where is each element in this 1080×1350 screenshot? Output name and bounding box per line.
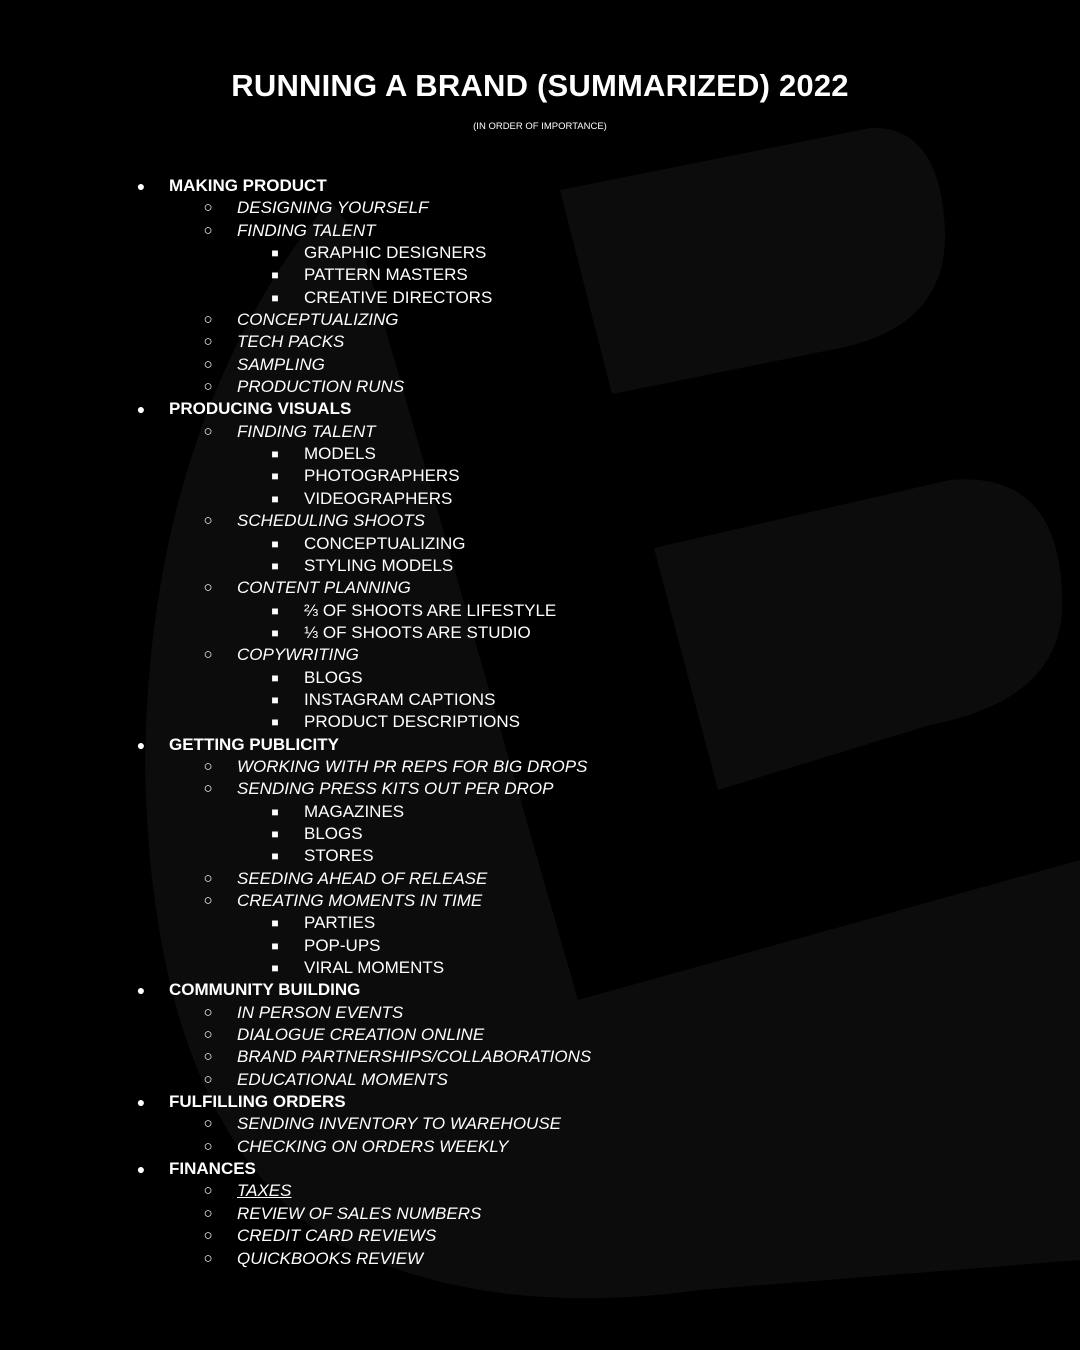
filled-circle-bullet-icon: ● bbox=[136, 1094, 146, 1111]
list-item-level-2 bbox=[0, 868, 1080, 890]
list-item-level-2 bbox=[0, 1136, 1080, 1158]
list-item-level-1 bbox=[0, 979, 1080, 1001]
list-item-level-3 bbox=[0, 488, 1080, 510]
list-item-text: STYLING MODELS bbox=[304, 555, 454, 575]
list-item-text: QUICKBOOKS REVIEW bbox=[237, 1248, 424, 1268]
hollow-circle-bullet-icon: ○ bbox=[203, 1204, 213, 1222]
filled-circle-bullet-icon: ● bbox=[136, 1161, 146, 1178]
list-item-text: ⅔ OF SHOOTS ARE LIFESTYLE bbox=[304, 600, 557, 620]
hollow-circle-bullet-icon: ○ bbox=[203, 869, 213, 887]
hollow-circle-bullet-icon: ○ bbox=[203, 892, 213, 909]
list-item-text: SEEDING AHEAD OF RELEASE bbox=[237, 868, 488, 888]
hollow-circle-bullet-icon: ○ bbox=[203, 1115, 213, 1133]
list-item-level-3 bbox=[0, 465, 1080, 487]
list-item-text: VIRAL MOMENTS bbox=[304, 958, 445, 978]
hollow-circle-bullet-icon: ○ bbox=[203, 1249, 213, 1267]
square-bullet-icon: ■ bbox=[271, 826, 279, 841]
list-item-text: ⅓ OF SHOOTS ARE STUDIO bbox=[304, 622, 531, 642]
list-item-level-1 bbox=[0, 398, 1080, 420]
hollow-circle-bullet-icon: ○ bbox=[203, 333, 213, 351]
square-bullet-icon: ■ bbox=[271, 938, 279, 953]
outline-list bbox=[0, 175, 1080, 1270]
list-item-level-3 bbox=[0, 711, 1080, 733]
page-title: RUNNING A BRAND (SUMMARIZED) 2022 bbox=[231, 68, 849, 103]
list-item-text: MAGAZINES bbox=[304, 801, 405, 821]
list-item-text: PHOTOGRAPHERS bbox=[304, 466, 460, 486]
hollow-circle-bullet-icon: ○ bbox=[203, 1227, 213, 1245]
list-item-text: GRAPHIC DESIGNERS bbox=[304, 243, 487, 263]
list-item-text: COMMUNITY BUILDING bbox=[169, 980, 361, 1000]
list-item-text: CONCEPTUALIZING bbox=[304, 533, 466, 553]
list-item-text: FULFILLING ORDERS bbox=[169, 1092, 346, 1112]
hollow-circle-bullet-icon: ○ bbox=[203, 1026, 213, 1044]
list-item-level-2 bbox=[0, 577, 1080, 599]
list-item-level-1 bbox=[0, 1158, 1080, 1180]
list-item-level-3 bbox=[0, 287, 1080, 309]
list-item-text: BLOGS bbox=[304, 667, 363, 687]
list-item-text: CONCEPTUALIZING bbox=[237, 310, 399, 330]
square-bullet-icon: ■ bbox=[271, 268, 279, 283]
list-item-text: SAMPLING bbox=[237, 354, 325, 374]
square-bullet-icon: ■ bbox=[271, 603, 279, 618]
list-item-text: WORKING WITH PR REPS FOR BIG DROPS bbox=[237, 756, 588, 776]
list-item-text: PRODUCING VISUALS bbox=[169, 399, 352, 419]
square-bullet-icon: ■ bbox=[271, 558, 279, 573]
list-item-level-3 bbox=[0, 242, 1080, 264]
list-item-text: SENDING PRESS KITS OUT PER DROP bbox=[237, 779, 554, 799]
list-item-text: FINDING TALENT bbox=[237, 421, 376, 441]
square-bullet-icon: ■ bbox=[271, 804, 279, 819]
list-item-text: INSTAGRAM CAPTIONS bbox=[304, 689, 496, 709]
list-item-text: GETTING PUBLICITY bbox=[169, 734, 339, 754]
hollow-circle-bullet-icon: ○ bbox=[203, 1137, 213, 1155]
square-bullet-icon: ■ bbox=[271, 625, 279, 640]
page-subtitle: (IN ORDER OF IMPORTANCE) bbox=[473, 121, 607, 132]
list-item-level-2 bbox=[0, 510, 1080, 532]
list-item-level-1 bbox=[0, 175, 1080, 197]
list-item-level-2 bbox=[0, 1046, 1080, 1068]
filled-circle-bullet-icon: ● bbox=[136, 178, 146, 194]
square-bullet-icon: ■ bbox=[271, 961, 279, 976]
list-item-level-2 bbox=[0, 309, 1080, 331]
hollow-circle-bullet-icon: ○ bbox=[203, 199, 213, 217]
list-item-level-3 bbox=[0, 689, 1080, 711]
list-item-level-3 bbox=[0, 443, 1080, 465]
hollow-circle-bullet-icon: ○ bbox=[203, 1048, 213, 1066]
list-item-level-3 bbox=[0, 823, 1080, 845]
square-bullet-icon: ■ bbox=[271, 447, 279, 462]
list-item-level-3 bbox=[0, 600, 1080, 622]
list-item-text: PATTERN MASTERS bbox=[304, 265, 468, 285]
list-item-level-2 bbox=[0, 1203, 1080, 1225]
list-item-text: DIALOGUE CREATION ONLINE bbox=[237, 1025, 485, 1045]
list-item-text: PARTIES bbox=[304, 913, 376, 933]
list-item-text: FINANCES bbox=[169, 1159, 256, 1179]
list-item-level-2 bbox=[0, 890, 1080, 912]
list-item-level-3 bbox=[0, 533, 1080, 555]
square-bullet-icon: ■ bbox=[271, 692, 279, 707]
list-item-level-3 bbox=[0, 957, 1080, 979]
list-item-text: BRAND PARTNERSHIPS/COLLABORATIONS bbox=[237, 1047, 592, 1067]
list-item-text: VIDEOGRAPHERS bbox=[304, 488, 453, 508]
hollow-circle-bullet-icon: ○ bbox=[203, 579, 213, 597]
list-item-level-2 bbox=[0, 220, 1080, 242]
list-item-text: TAXES bbox=[237, 1181, 292, 1201]
list-item-level-2 bbox=[0, 1180, 1080, 1202]
square-bullet-icon: ■ bbox=[271, 290, 279, 305]
list-item-level-3 bbox=[0, 622, 1080, 644]
list-item-level-2 bbox=[0, 354, 1080, 376]
list-item-text: PRODUCT DESCRIPTIONS bbox=[304, 712, 520, 732]
square-bullet-icon: ■ bbox=[271, 491, 279, 506]
list-item-text: SENDING INVENTORY TO WAREHOUSE bbox=[237, 1114, 562, 1134]
list-item-text: PRODUCTION RUNS bbox=[237, 377, 405, 397]
list-item-text: MODELS bbox=[304, 444, 376, 464]
list-item-level-3 bbox=[0, 801, 1080, 823]
hollow-circle-bullet-icon: ○ bbox=[203, 1003, 213, 1021]
hollow-circle-bullet-icon: ○ bbox=[203, 221, 213, 239]
list-item-text: FINDING TALENT bbox=[237, 220, 376, 240]
list-item-text: CREATING MOMENTS IN TIME bbox=[237, 891, 483, 910]
list-item-level-2 bbox=[0, 1248, 1080, 1270]
square-bullet-icon: ■ bbox=[271, 715, 279, 730]
list-item-text: STORES bbox=[304, 846, 374, 866]
square-bullet-icon: ■ bbox=[271, 536, 279, 551]
hollow-circle-bullet-icon: ○ bbox=[203, 512, 213, 530]
list-item-text: SCHEDULING SHOOTS bbox=[237, 511, 425, 531]
list-item-text: CREDIT CARD REVIEWS bbox=[237, 1226, 437, 1246]
hollow-circle-bullet-icon: ○ bbox=[203, 1070, 213, 1088]
square-bullet-icon: ■ bbox=[271, 849, 279, 864]
square-bullet-icon: ■ bbox=[271, 670, 279, 685]
list-item-level-3 bbox=[0, 667, 1080, 689]
list-item-level-3 bbox=[0, 845, 1080, 867]
hollow-circle-bullet-icon: ○ bbox=[203, 422, 213, 440]
hollow-circle-bullet-icon: ○ bbox=[203, 780, 213, 798]
hollow-circle-bullet-icon: ○ bbox=[203, 757, 213, 775]
square-bullet-icon: ■ bbox=[271, 916, 279, 931]
filled-circle-bullet-icon: ● bbox=[136, 736, 146, 753]
list-item-text: CONTENT PLANNING bbox=[237, 578, 411, 598]
list-item-text: MAKING PRODUCT bbox=[169, 176, 327, 195]
square-bullet-icon: ■ bbox=[271, 246, 279, 261]
list-item-level-2 bbox=[0, 376, 1080, 398]
hollow-circle-bullet-icon: ○ bbox=[203, 646, 213, 664]
list-item-level-2 bbox=[0, 1225, 1080, 1247]
list-item-text: TECH PACKS bbox=[237, 332, 345, 352]
list-item-text: IN PERSON EVENTS bbox=[237, 1002, 404, 1022]
list-item-text: COPYWRITING bbox=[237, 645, 359, 665]
list-item-text: EDUCATIONAL MOMENTS bbox=[237, 1069, 448, 1089]
list-item-level-1 bbox=[0, 1091, 1080, 1113]
hollow-circle-bullet-icon: ○ bbox=[203, 1182, 213, 1200]
hollow-circle-bullet-icon: ○ bbox=[203, 355, 213, 373]
list-item-level-2 bbox=[0, 197, 1080, 219]
list-item-level-2 bbox=[0, 756, 1080, 778]
hollow-circle-bullet-icon: ○ bbox=[203, 311, 213, 329]
filled-circle-bullet-icon: ● bbox=[136, 401, 146, 418]
hollow-circle-bullet-icon: ○ bbox=[203, 378, 213, 396]
list-item-level-2 bbox=[0, 1069, 1080, 1091]
list-item-level-2 bbox=[0, 1024, 1080, 1046]
list-item-level-3 bbox=[0, 935, 1080, 957]
list-item-level-2 bbox=[0, 1113, 1080, 1135]
list-item-level-1 bbox=[0, 734, 1080, 756]
list-item-text: DESIGNING YOURSELF bbox=[237, 198, 429, 218]
square-bullet-icon: ■ bbox=[271, 469, 279, 484]
list-item-level-2 bbox=[0, 331, 1080, 353]
list-item-level-2 bbox=[0, 644, 1080, 666]
list-item-text: CREATIVE DIRECTORS bbox=[304, 287, 493, 307]
list-item-text: CHECKING ON ORDERS WEEKLY bbox=[237, 1136, 509, 1156]
list-item-text: POP-UPS bbox=[304, 935, 381, 955]
list-item-level-3 bbox=[0, 264, 1080, 286]
list-item-level-2 bbox=[0, 421, 1080, 443]
list-item-text: BLOGS bbox=[304, 823, 363, 843]
list-item-level-3 bbox=[0, 555, 1080, 577]
list-item-level-3 bbox=[0, 912, 1080, 934]
filled-circle-bullet-icon: ● bbox=[136, 982, 146, 999]
list-item-level-2 bbox=[0, 778, 1080, 800]
list-item-level-2 bbox=[0, 1002, 1080, 1024]
list-item-text: REVIEW OF SALES NUMBERS bbox=[237, 1203, 482, 1223]
